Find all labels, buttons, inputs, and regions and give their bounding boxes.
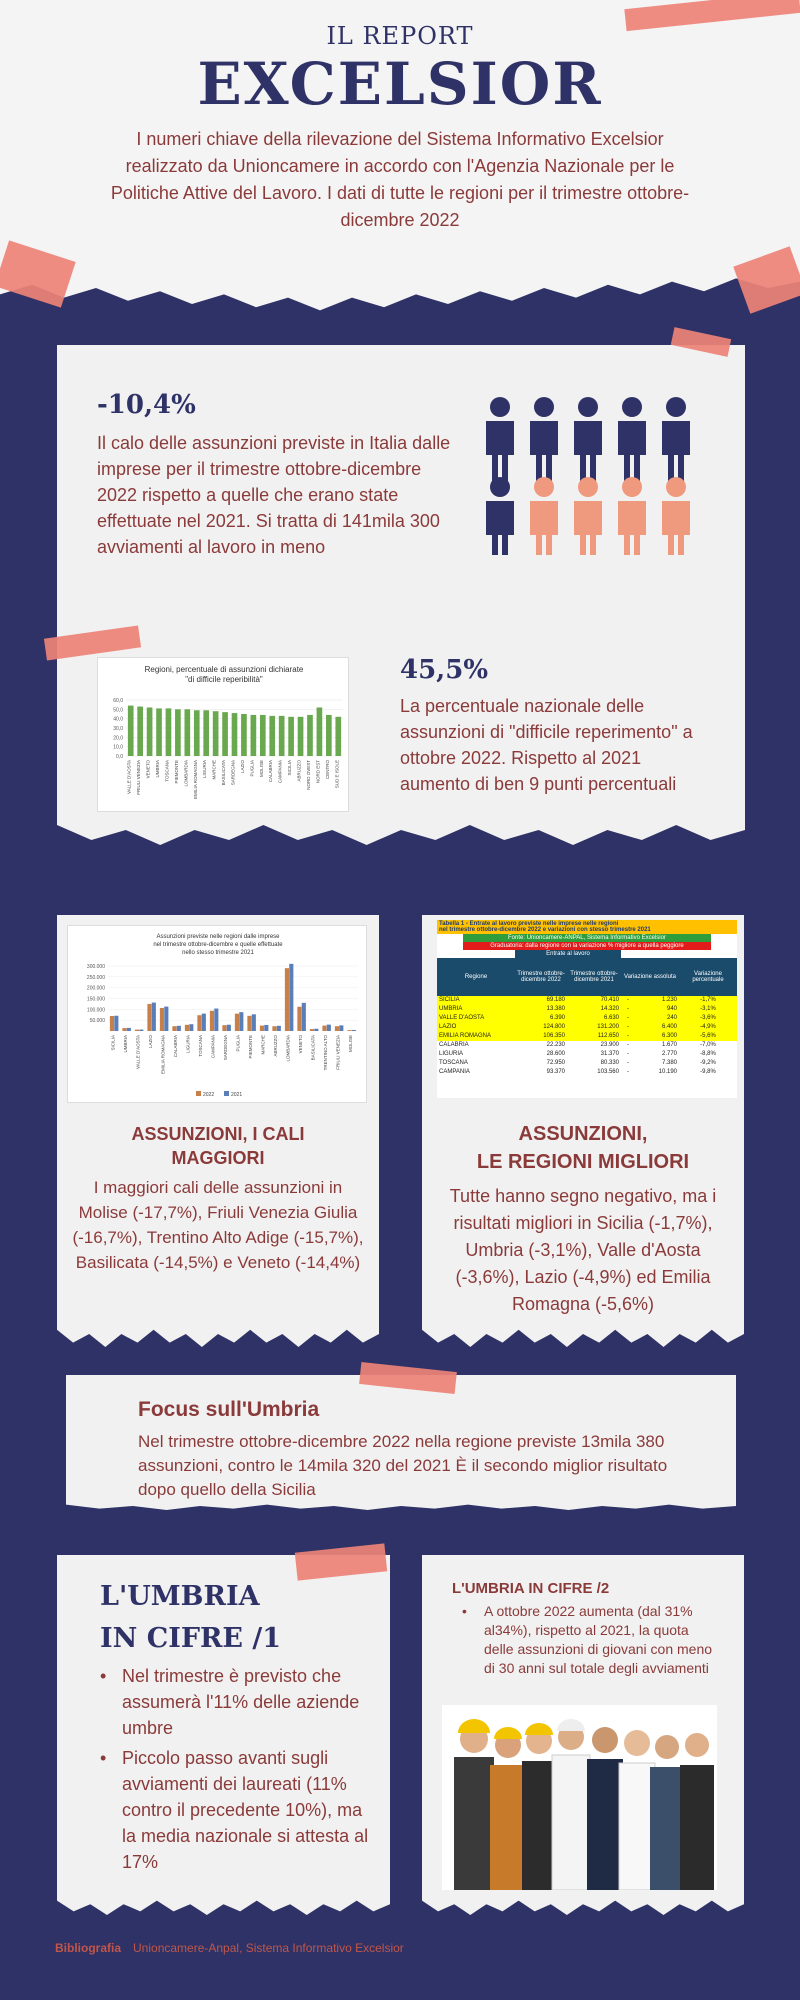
x-tick-label: MOLISE <box>347 1035 353 1053</box>
y-tick-label: 60,0 <box>113 698 123 704</box>
table-cell: 240 <box>666 1015 677 1021</box>
table-row <box>437 1068 737 1077</box>
bar <box>335 1026 339 1031</box>
bar <box>289 964 293 1031</box>
table-cell: 72.950 <box>546 1060 565 1066</box>
bar <box>114 1016 118 1031</box>
bar <box>222 1025 226 1031</box>
table-cell: CALABRIA <box>439 1042 469 1048</box>
bar <box>251 715 257 756</box>
umbria-title-1-line1: L'UMBRIA <box>100 1581 260 1612</box>
x-tick-label: UMBRIA <box>155 760 161 778</box>
table-title <box>437 920 737 934</box>
bar <box>127 1028 131 1031</box>
bar <box>147 1004 151 1031</box>
table-cell: 112.650 <box>597 1033 619 1039</box>
x-tick-label: BASILICATA <box>310 1035 316 1061</box>
table-cell: 1.670 <box>661 1042 677 1048</box>
umbria-bullet: • Nel trimestre è previsto che assumerà l'11% delle aziende umbre <box>100 1663 370 1741</box>
bar <box>327 1025 331 1031</box>
x-tick-label: TRENTINO ALTO <box>322 1035 328 1071</box>
x-tick-label: LOMBARDIA <box>183 760 189 787</box>
umbria-title-1-line2: IN CIFRE /1 <box>100 1623 282 1654</box>
table-row <box>437 1023 737 1032</box>
x-tick-label: MARCHE <box>211 760 217 780</box>
table-cell: 6.390 <box>549 1015 565 1021</box>
y-tick-label: 0,0 <box>116 754 123 760</box>
bar <box>339 1025 343 1031</box>
bar <box>177 1026 181 1031</box>
chart-title: Regioni, percentuale di assunzioni dichiarate <box>144 665 304 674</box>
bar <box>202 1014 206 1031</box>
table-row <box>437 996 737 1005</box>
hiring-table <box>437 920 737 1098</box>
x-tick-label: VENETO <box>145 760 151 779</box>
table-body <box>437 996 737 1077</box>
table-cell: -3,6% <box>700 1015 716 1021</box>
chart-title: nello stesso trimestre 2021 <box>182 950 254 956</box>
table-cell: 7.380 <box>661 1060 677 1066</box>
x-tick-label: VENETO <box>297 1035 303 1054</box>
legend-label: 2022 <box>203 1092 215 1098</box>
table-cell: 14.320 <box>600 1006 619 1012</box>
bar <box>175 709 181 756</box>
bar <box>310 1029 314 1031</box>
bar <box>213 711 219 756</box>
bar <box>298 717 304 756</box>
umbria-bullets-2 <box>462 1602 717 1678</box>
table-cell: -3,1% <box>700 1006 716 1012</box>
x-tick-label: EMILIA ROMAGNA <box>160 1035 166 1075</box>
umbria-bullets-1 <box>100 1663 370 1875</box>
bibliography-label: Bibliografia <box>55 1941 122 1955</box>
umbria-title-2: L'UMBRIA IN CIFRE /2 <box>452 1580 610 1597</box>
table-cell: 13.380 <box>546 1006 565 1012</box>
best-regions-title <box>432 1120 734 1176</box>
x-tick-label: NORD OVEST <box>305 760 311 790</box>
x-tick-label: ABRUZZO <box>296 760 302 782</box>
bar <box>297 1007 301 1031</box>
hero-subtitle: I numeri chiave della rilevazione del Sistema Informativo Excelsior realizzato da Unioncamere in accordo con l'Agenzia Nazionale per le Politiche Attive del Lavoro. I dati di tutte le regioni per il trimestre ottobre-dicembre 2022 <box>110 129 690 230</box>
x-tick-label: CENTRO <box>324 760 330 779</box>
bar <box>352 1030 356 1031</box>
bar <box>279 716 285 756</box>
bar <box>288 717 294 756</box>
umbria-bullet: • A ottobre 2022 aumenta (dal 31% al34%), rispetto al 2021, la quota delle assunzioni di giovani con meno di 30 anni sul totale degli avviamenti <box>462 1602 717 1678</box>
table-header-cell: Variazione assoluta <box>624 974 676 980</box>
bar <box>314 1029 318 1031</box>
table-cell: TOSCANA <box>439 1060 468 1066</box>
bar <box>260 715 266 756</box>
legend-swatch <box>224 1091 229 1096</box>
table-cell: -9,2% <box>700 1060 716 1066</box>
x-tick-label: SICILIA <box>287 760 293 776</box>
x-tick-label: TOSCANA <box>164 760 170 782</box>
x-tick-label: FRIULI VENEZIA <box>136 760 142 795</box>
difficult-hiring-chart <box>97 657 349 812</box>
bar <box>269 716 275 756</box>
bar <box>317 707 323 756</box>
table-header-cell: Regione <box>464 974 488 980</box>
bar <box>189 1024 193 1031</box>
table-row <box>437 1005 737 1014</box>
y-tick-label: 50.000 <box>89 1018 105 1025</box>
table-cell: 23.900 <box>600 1042 619 1048</box>
chart-title: nel trimestre ottobre-dicembre e quelle effettuate <box>153 942 283 948</box>
table-title-line2: nel trimestre ottobre-dicembre 2022 e variazioni con stesso trimestre 2021 <box>439 927 651 933</box>
bar <box>264 1025 268 1031</box>
x-tick-label: VALLE D'AOSTA <box>135 1035 141 1069</box>
bar <box>172 1026 176 1031</box>
hiring-comparison-chart <box>67 925 367 1103</box>
bar <box>235 1014 239 1031</box>
declines-text: I maggiori cali delle assunzioni in Molise (-17,7%), Friuli Venezia Giulia (-16,7%), Trentino Alto Adige (-15,7%), Basilicata (-14,5%) e Veneto (-14,4%) <box>72 1178 364 1272</box>
bar <box>160 1008 164 1031</box>
table-header-cell: Trimestre ottobre-dicembre 2022 <box>517 971 565 983</box>
y-tick-label: 30,0 <box>113 726 123 732</box>
table-header <box>437 958 737 996</box>
x-tick-label: BASILICATA <box>221 760 227 786</box>
x-tick-label: EMILIA ROMAGNA <box>192 760 198 800</box>
table-cell: - <box>627 1006 629 1012</box>
legend-swatch <box>196 1091 201 1096</box>
table-header-cell: Trimestre ottobre-dicembre 2021 <box>570 971 618 983</box>
bar <box>197 1015 201 1031</box>
y-tick-label: 100.000 <box>86 1007 105 1014</box>
table-cell: 6.400 <box>661 1024 677 1030</box>
bar <box>335 717 341 756</box>
x-tick-label: CAMPANIA <box>277 760 283 784</box>
bar <box>241 714 247 756</box>
table-cell: 28.600 <box>546 1051 565 1057</box>
bibliography-text: Unioncamere-Anpal, Sistema Informativo Excelsior <box>133 1941 404 1955</box>
table-cell: 6.300 <box>661 1033 677 1039</box>
x-tick-label: SUD E ISOLE <box>334 760 340 789</box>
x-tick-label: VALLE D'AOSTA <box>126 760 132 794</box>
table-cell: - <box>627 997 629 1003</box>
table-cell: 10.190 <box>658 1069 677 1075</box>
umbria-bullet: • Piccolo passo avanti sugli avviamenti dei laureati (11% contro il precedente 10%), ma la media nazionale si attesta al 17% <box>100 1745 370 1875</box>
x-tick-label: LOMBARDIA <box>285 1035 291 1062</box>
x-tick-label: MOLISE <box>258 760 264 778</box>
y-tick-label: 250.000 <box>86 974 105 981</box>
table-cell: -8,8% <box>700 1051 716 1057</box>
table-group-header: Entrate al lavoro <box>515 950 621 958</box>
x-tick-label: CAMPANIA <box>210 1035 216 1059</box>
table-cell: -4,9% <box>700 1024 716 1030</box>
decline-text: Il calo delle assunzioni previste in Italia dalle imprese per il trimestre ottobre-dicembre 2022 rispetto a quelle che erano state effettuate nel 2021. Si tratta di 141mila 300 avviamenti al lavoro in meno <box>97 433 451 557</box>
table-row <box>437 1014 737 1023</box>
table-cell: - <box>627 1069 629 1075</box>
x-tick-label: LAZIO <box>239 760 245 774</box>
bar <box>272 1026 276 1031</box>
x-tick-label: TOSCANA <box>197 1035 203 1057</box>
bar <box>128 706 134 756</box>
table-header-cell: Variazione percentuale <box>692 971 724 983</box>
x-tick-label: FRIULI VENEZIA <box>335 1035 341 1070</box>
x-tick-label: LIGURIA <box>185 1035 191 1054</box>
x-tick-label: UMBRIA <box>122 1035 128 1053</box>
bar <box>203 710 209 756</box>
bar <box>285 968 289 1031</box>
best-regions-title-line2: LE REGIONI MIGLIORI <box>476 1151 690 1173</box>
x-tick-label: LAZIO <box>147 1035 153 1049</box>
difficult-hiring-text: La percentuale nazionale delle assunzioni di "difficile reperimento" a ottobre 2022. Rispetto al 2021 aumento di ben 9 punti percentuali <box>400 696 693 794</box>
table-cell: 6.630 <box>603 1015 619 1021</box>
bar <box>139 1030 143 1031</box>
bar <box>185 1025 189 1031</box>
table-cell: -1,7% <box>700 997 716 1003</box>
y-tick-label: 200.000 <box>86 985 105 992</box>
table-cell: SICILIA <box>439 997 460 1003</box>
bar <box>137 707 143 756</box>
table-cell: -7,0% <box>700 1042 716 1048</box>
table-cell: 70.410 <box>600 997 619 1003</box>
bar <box>302 1003 306 1031</box>
chart-title: Assunzioni previste nelle regioni dalle imprese <box>156 934 280 940</box>
table-cell: LIGURIA <box>439 1051 464 1057</box>
table-cell: LAZIO <box>439 1024 457 1030</box>
bar <box>152 1003 156 1031</box>
y-tick-label: 150.000 <box>86 996 105 1003</box>
bar <box>322 1026 326 1031</box>
declines-title: ASSUNZIONI, I CALI MAGGIORI <box>131 1124 305 1168</box>
hero-kicker: IL REPORT <box>326 22 474 50</box>
y-tick-label: 50,0 <box>113 707 123 714</box>
x-tick-label: CALABRIA <box>268 760 274 783</box>
bar <box>194 710 200 756</box>
bar <box>227 1025 231 1031</box>
y-tick-label: 20,0 <box>113 735 123 742</box>
x-tick-label: SARDEGNA <box>222 1035 228 1061</box>
bar <box>156 708 162 756</box>
table-row <box>437 1050 737 1059</box>
bar <box>260 1026 264 1031</box>
page-title: EXCELSIOR <box>197 50 603 118</box>
table-cell: 124.800 <box>543 1024 565 1030</box>
focus-text: Nel trimestre ottobre-dicembre 2022 nella regione previste 13mila 380 assunzioni, contro le 14mila 320 del 2021 È il secondo miglior risultato dopo quello della Sicilia <box>138 1432 668 1499</box>
umbria-title-1 <box>100 1576 281 1660</box>
table-cell: - <box>627 1024 629 1030</box>
x-tick-label: CALABRIA <box>172 1035 178 1058</box>
table-cell: 103.560 <box>597 1069 619 1075</box>
table-cell: 1.230 <box>661 997 677 1003</box>
y-tick-label: 300.000 <box>86 964 105 970</box>
table-cell: CAMPANIA <box>439 1069 470 1075</box>
difficult-hiring-percentage: 45,5% <box>400 655 489 685</box>
x-tick-label: PIEMONTE <box>247 1035 253 1059</box>
table-cell: 106.350 <box>543 1033 565 1039</box>
bar <box>307 715 313 756</box>
table-cell: - <box>627 1042 629 1048</box>
table-row <box>437 1059 737 1068</box>
table-row <box>437 1041 737 1050</box>
x-tick-label: MARCHE <box>260 1035 266 1055</box>
best-regions-text: Tutte hanno segno negativo, ma i risultati migliori in Sicilia (-1,7%), Umbria (-3,1%), Valle d'Aosta (-3,6%), Lazio (-4,9%) ed Emilia Romagna (-5,6%) <box>449 1186 717 1314</box>
bar <box>184 709 190 756</box>
table-cell: - <box>627 1051 629 1057</box>
x-tick-label: PUGLIA <box>249 760 255 777</box>
bar <box>110 1016 114 1031</box>
bar <box>232 713 238 756</box>
decline-percentage: -10,4% <box>97 390 196 420</box>
bar <box>214 1009 218 1031</box>
y-tick-label: 10,0 <box>113 744 123 751</box>
table-cell: EMILIA ROMAGNA <box>439 1033 492 1039</box>
table-cell: UMBRIA <box>439 1006 463 1012</box>
footer <box>55 1941 404 1955</box>
table-cell: 80.330 <box>600 1060 619 1066</box>
table-cell: 93.370 <box>546 1069 565 1075</box>
workers-photo <box>442 1705 717 1890</box>
chart-title: "di difficile reperibilità" <box>185 675 263 684</box>
bar <box>210 1011 214 1031</box>
table-cell: 2.770 <box>661 1051 677 1057</box>
y-tick-label: 40,0 <box>113 716 123 723</box>
people-icon <box>478 395 708 555</box>
focus-title: Focus sull'Umbria <box>138 1398 320 1421</box>
table-cell: 22.230 <box>546 1042 565 1048</box>
bar <box>222 712 228 756</box>
table-cell: 69.180 <box>546 997 565 1003</box>
x-tick-label: PUGLIA <box>235 1035 241 1052</box>
table-cell: VALLE D'AOSTA <box>439 1015 485 1021</box>
table-cell: 31.370 <box>600 1051 619 1057</box>
legend-label: 2021 <box>231 1092 243 1098</box>
bar <box>252 1014 256 1031</box>
table-source: Fonte: Unioncamere-ANPAL, Sistema Informativo Excelsior <box>463 934 711 942</box>
x-tick-label: NORD EST <box>315 760 321 784</box>
x-tick-label: ABRUZZO <box>272 1035 278 1057</box>
bar <box>147 707 153 756</box>
x-tick-label: LIGURIA <box>202 760 208 779</box>
bar <box>277 1026 281 1031</box>
x-tick-label: PIEMONTE <box>173 760 179 784</box>
bar <box>135 1030 139 1031</box>
bar <box>247 1016 251 1031</box>
bar <box>326 715 332 756</box>
table-cell: -5,6% <box>700 1033 716 1039</box>
x-tick-label: SARDEGNA <box>230 760 236 786</box>
table-cell: - <box>627 1033 629 1039</box>
table-cell: 940 <box>666 1006 677 1012</box>
bar <box>347 1030 351 1031</box>
table-ranking: Graduatoria: dalla regione con la variazione % migliore a quella peggiore <box>463 942 711 950</box>
table-row <box>437 1032 737 1041</box>
bar <box>239 1012 243 1031</box>
bar <box>164 1007 168 1031</box>
table-cell: -9,8% <box>700 1069 716 1075</box>
bar <box>122 1028 126 1031</box>
best-regions-title-line1: ASSUNZIONI, <box>518 1123 648 1145</box>
bar <box>166 708 172 756</box>
table-cell: - <box>627 1015 629 1021</box>
table-cell: 131.200 <box>597 1024 619 1030</box>
table-title-line1: Tabella 1 - Entrate al lavoro previste nelle imprese nelle regioni <box>439 921 619 927</box>
x-tick-label: SICILIA <box>110 1035 116 1051</box>
table-cell: - <box>627 1060 629 1066</box>
